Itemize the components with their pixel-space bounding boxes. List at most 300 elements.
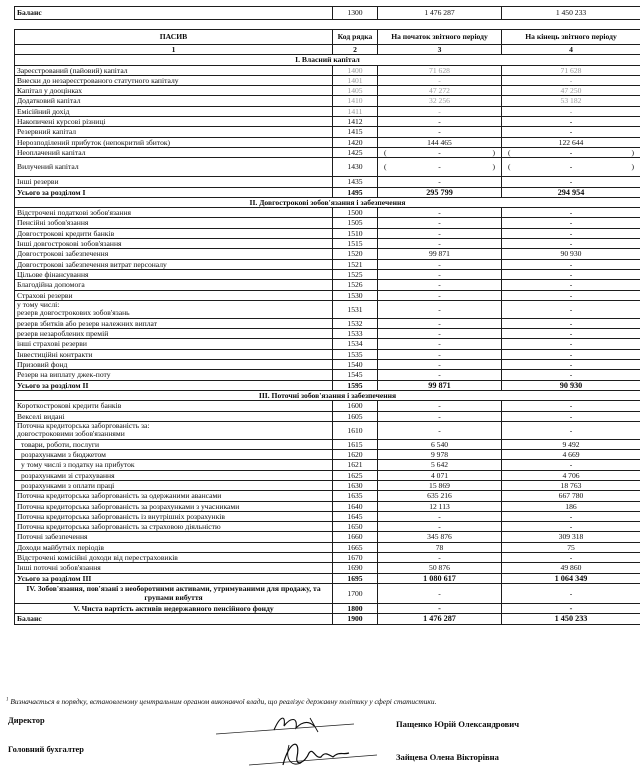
header-row xyxy=(15,30,640,45)
row-1515 xyxy=(15,239,640,249)
row-name xyxy=(15,614,333,624)
row-1665 xyxy=(15,542,640,552)
row-1620 xyxy=(15,450,640,460)
footnote xyxy=(6,697,436,706)
value-start: - xyxy=(378,349,502,359)
row-code: 1515 xyxy=(333,239,378,249)
row-name xyxy=(15,542,333,552)
row-code: 1505 xyxy=(333,218,378,228)
row-label: Поточна кредиторська заборгованість за страховою діяльністю xyxy=(17,522,221,532)
header-start: На початок звітного періоду xyxy=(378,30,502,45)
section-heading: IV. Зобов'язання, пов'язані з необоротними активами, утримуваними для продажу, та групами вибуття xyxy=(26,584,321,603)
row-1695 xyxy=(15,573,640,583)
row-label: Довгострокові забезпечення витрат персоналу xyxy=(17,259,167,269)
row-label: Поточні забезпечення xyxy=(17,532,88,542)
row-label: Короткострокові кредити банків xyxy=(17,401,122,411)
row-code: 1430 xyxy=(333,158,378,177)
value-end: - xyxy=(502,239,640,249)
value-end: - xyxy=(502,269,640,279)
value-end: 1 064 349 xyxy=(502,573,640,583)
row-1400 xyxy=(15,65,640,75)
value-end: 1 450 233 xyxy=(502,7,640,20)
row-code: 1531 xyxy=(333,300,378,318)
column-number: 2 xyxy=(333,45,378,55)
row-label: Резерв на виплату джек-поту xyxy=(17,370,111,380)
row-name xyxy=(15,218,333,228)
value-end: - xyxy=(502,360,640,370)
row-1525 xyxy=(15,269,640,279)
value-start: 144 465 xyxy=(378,137,502,147)
row-code: 1495 xyxy=(333,187,378,197)
value-end: - xyxy=(502,370,640,380)
row-1415 xyxy=(15,127,640,137)
row-name xyxy=(15,239,333,249)
row-code: 1510 xyxy=(333,228,378,238)
row-1411 xyxy=(15,106,640,116)
row-label: розрахунками з оплати праці xyxy=(21,480,115,490)
value-start: - xyxy=(378,339,502,349)
row-1600 xyxy=(15,401,640,411)
row-label: Призовий фонд xyxy=(17,360,68,370)
value-end: - xyxy=(502,218,640,228)
row-label: Внески до незареєстрованого статутного капіталу xyxy=(17,75,179,85)
row-label: Поточна кредиторська заборгованість за одержаними авансами xyxy=(17,491,222,501)
value-start: 345 876 xyxy=(378,532,502,542)
row-code: 1800 xyxy=(333,603,378,613)
director-label: Директор xyxy=(8,716,45,725)
row-name xyxy=(15,439,333,449)
value-start: 4 071 xyxy=(378,470,502,480)
row-1540 xyxy=(15,360,640,370)
row-code: 1410 xyxy=(333,96,378,106)
row-label: розрахунками зі страхування xyxy=(21,470,115,480)
row-label: Довгострокові кредити банків xyxy=(17,228,115,238)
value-end: - xyxy=(502,553,640,563)
director-name: Пащенко Юрій Олександрович xyxy=(396,719,520,729)
row-name xyxy=(15,401,333,411)
value-start: - xyxy=(378,401,502,411)
row-label: Додатковий капітал xyxy=(17,96,81,106)
header-name: ПАСИВ xyxy=(15,30,333,45)
value-end: 1 450 233 xyxy=(502,614,640,624)
row-name xyxy=(15,259,333,269)
paren-value: - xyxy=(569,147,573,157)
value-end: - xyxy=(502,177,640,187)
row-code: 1532 xyxy=(333,318,378,328)
value-end: 53 182 xyxy=(502,96,640,106)
liabilities-table xyxy=(14,29,640,625)
value-end: - xyxy=(502,290,640,300)
row-name xyxy=(15,522,333,532)
value-start: 635 216 xyxy=(378,491,502,501)
value-end: - xyxy=(502,603,640,613)
row-label: Векселі видані xyxy=(17,411,65,421)
header-end: На кінець звітного періоду xyxy=(502,30,640,45)
row-code: 1525 xyxy=(333,269,378,279)
value-end: 294 954 xyxy=(502,187,640,197)
row-1530 xyxy=(15,290,640,300)
value-end: - xyxy=(502,522,640,532)
row-label: Зареєстрований (пайовий) капітал xyxy=(17,65,128,75)
row-name xyxy=(15,318,333,328)
value-end: - xyxy=(502,75,640,85)
row-name xyxy=(15,249,333,259)
row-code: 1420 xyxy=(333,137,378,147)
paren-close: ) xyxy=(492,147,495,157)
row-name xyxy=(15,137,333,147)
value-start: - xyxy=(378,370,502,380)
value-start: - xyxy=(378,603,502,613)
value-end: 667 780 xyxy=(502,491,640,501)
row-name xyxy=(15,65,333,75)
paren-value: - xyxy=(569,161,573,171)
row-name: Баланс xyxy=(15,7,333,20)
row-code: 1415 xyxy=(333,127,378,137)
value-start: - xyxy=(378,208,502,218)
row-1435 xyxy=(15,177,640,187)
value-end: - xyxy=(502,583,640,603)
balance-total-row-1300 xyxy=(15,7,640,20)
row-label: інші страхові резерви xyxy=(17,339,87,349)
row-code: 1660 xyxy=(333,532,378,542)
value-end: - xyxy=(502,300,640,318)
row-code: 1435 xyxy=(333,177,378,187)
value-start: 9 978 xyxy=(378,450,502,460)
row-1630 xyxy=(15,480,640,490)
row-code: 1610 xyxy=(333,421,378,439)
row-label: Усього за розділом І xyxy=(17,187,86,197)
row-label: у тому числі: xyxy=(17,300,60,309)
paren-open: ( xyxy=(508,147,511,157)
row-1534 xyxy=(15,339,640,349)
row-code: 1625 xyxy=(333,470,378,480)
row-label: Відстрочені податкові зобов'язання xyxy=(17,208,132,218)
value-start: 32 256 xyxy=(378,96,502,106)
row-label: резерв незароблених премій xyxy=(17,329,109,339)
value-start: 71 628 xyxy=(378,65,502,75)
value-start: - xyxy=(378,522,502,532)
row-name xyxy=(15,158,333,177)
row-name xyxy=(15,300,333,318)
row-1520 xyxy=(15,249,640,259)
value-start: - xyxy=(378,106,502,116)
row-name xyxy=(15,147,333,157)
row-name xyxy=(15,127,333,137)
value-start: - xyxy=(378,318,502,328)
row-code: 1900 xyxy=(333,614,378,624)
row-code: 1300 xyxy=(333,7,378,20)
row-code: 1700 xyxy=(333,583,378,603)
value-end: - xyxy=(502,117,640,127)
row-1610 xyxy=(15,421,640,439)
value-end: - xyxy=(502,280,640,290)
paren-open: ( xyxy=(384,161,387,171)
value-start: - xyxy=(378,127,502,137)
row-name xyxy=(15,96,333,106)
row-name xyxy=(15,380,333,390)
paren-open: ( xyxy=(508,161,511,171)
value-end: - xyxy=(502,339,640,349)
row-label: Поточна кредиторська заборгованість за розрахунками з учасниками xyxy=(17,501,240,511)
row-1700 xyxy=(15,583,640,603)
row-name xyxy=(15,106,333,116)
row-code: 1401 xyxy=(333,75,378,85)
value-start xyxy=(378,147,502,157)
value-end: - xyxy=(502,259,640,269)
value-end: - xyxy=(502,127,640,137)
row-label: Поточна кредиторська заборгованість за: xyxy=(17,421,150,430)
row-name xyxy=(15,480,333,490)
value-start: 5 642 xyxy=(378,460,502,470)
row-label: резерв збитків або резерв належних виплат xyxy=(17,318,158,328)
row-label: Емісійний дохід xyxy=(17,106,70,116)
row-name xyxy=(15,460,333,470)
row-1401 xyxy=(15,75,640,85)
column-number-row xyxy=(15,45,640,55)
row-1640 xyxy=(15,501,640,511)
value-start: 47 272 xyxy=(378,86,502,96)
row-1650 xyxy=(15,522,640,532)
value-end: 47 250 xyxy=(502,86,640,96)
row-name xyxy=(15,339,333,349)
row-1660 xyxy=(15,532,640,542)
row-label: Інші довгострокові зобов'язання xyxy=(17,239,122,249)
value-start: - xyxy=(378,583,502,603)
value-start: - xyxy=(378,75,502,85)
value-end: - xyxy=(502,228,640,238)
value-end xyxy=(502,147,640,157)
row-1800 xyxy=(15,603,640,613)
row-code: 1533 xyxy=(333,329,378,339)
row-code: 1650 xyxy=(333,522,378,532)
value-start: 6 540 xyxy=(378,439,502,449)
row-label: Інвестиційні контракти xyxy=(17,349,93,359)
accountant-signature xyxy=(245,733,385,771)
section-heading-row xyxy=(15,197,640,207)
row-code: 1615 xyxy=(333,439,378,449)
row-label: Пенсійні зобов'язання xyxy=(17,218,89,228)
row-name xyxy=(15,329,333,339)
row-name xyxy=(15,491,333,501)
row-code: 1640 xyxy=(333,501,378,511)
row-label: Цільове фінансування xyxy=(17,269,89,279)
paren-close: ) xyxy=(631,147,634,157)
row-code: 1630 xyxy=(333,480,378,490)
row-label: Довгострокові забезпечення xyxy=(17,249,109,259)
row-1535 xyxy=(15,349,640,359)
row-1621 xyxy=(15,460,640,470)
row-code: 1540 xyxy=(333,360,378,370)
row-label: Нерозподілений прибуток (непокритий збиток) xyxy=(17,137,171,147)
row-1405 xyxy=(15,86,640,96)
row-name xyxy=(15,553,333,563)
value-start: - xyxy=(378,117,502,127)
row-label: Неоплачений капітал xyxy=(17,147,86,157)
row-label: Баланс xyxy=(17,614,42,624)
row-label: Вилучений капітал xyxy=(17,161,79,171)
row-1410 xyxy=(15,96,640,106)
value-start: - xyxy=(378,259,502,269)
row-code: 1520 xyxy=(333,249,378,259)
row-code: 1535 xyxy=(333,349,378,359)
row-label: Інші поточні зобов'язання xyxy=(17,563,101,573)
value-end: 75 xyxy=(502,542,640,552)
row-1595 xyxy=(15,380,640,390)
section-heading: ІІІ. Поточні зобов'язання і забезпечення xyxy=(15,390,640,400)
value-start: - xyxy=(378,553,502,563)
row-label-line2: довгостроковими зобов'язаннями xyxy=(17,429,125,439)
column-number: 3 xyxy=(378,45,502,55)
paren-open: ( xyxy=(384,147,387,157)
row-label: Усього за розділом ІІІ xyxy=(17,573,92,583)
value-end: 49 860 xyxy=(502,563,640,573)
row-label: Усього за розділом ІІ xyxy=(17,380,89,390)
value-end: - xyxy=(502,208,640,218)
value-start: - xyxy=(378,421,502,439)
value-start: - xyxy=(378,290,502,300)
row-name xyxy=(15,360,333,370)
row-name xyxy=(15,228,333,238)
row-label: Доходи майбутніх періодів xyxy=(17,542,104,552)
value-start: - xyxy=(378,280,502,290)
header-code: Код рядка xyxy=(333,30,378,45)
row-1425 xyxy=(15,147,640,157)
row-label: у тому числі з податку на прибуток xyxy=(21,460,135,470)
value-end: 90 930 xyxy=(502,249,640,259)
row-name xyxy=(15,75,333,85)
value-start: 78 xyxy=(378,542,502,552)
row-code: 1695 xyxy=(333,573,378,583)
row-name xyxy=(15,280,333,290)
value-start: 1 476 287 xyxy=(378,7,502,20)
row-code: 1411 xyxy=(333,106,378,116)
row-name xyxy=(15,573,333,583)
row-code: 1645 xyxy=(333,511,378,521)
row-label: Інші резерви xyxy=(17,177,59,187)
row-1545 xyxy=(15,370,640,380)
row-label: Накопичені курсові різниці xyxy=(17,117,106,127)
footnote-mark: 1 xyxy=(6,697,9,703)
row-code: 1545 xyxy=(333,370,378,380)
row-name xyxy=(15,511,333,521)
value-end: 186 xyxy=(502,501,640,511)
row-code: 1690 xyxy=(333,563,378,573)
value-start: 1 080 617 xyxy=(378,573,502,583)
row-name xyxy=(15,501,333,511)
value-end: 90 930 xyxy=(502,380,640,390)
value-end xyxy=(502,158,640,177)
value-start: - xyxy=(378,239,502,249)
section-heading: V. Чиста вартість активів недержавного пенсійного фонду xyxy=(73,603,274,613)
row-name xyxy=(15,603,333,613)
value-end: 4 669 xyxy=(502,450,640,460)
balance-summary-row-table xyxy=(14,6,640,20)
row-1635 xyxy=(15,491,640,501)
value-end: 18 763 xyxy=(502,480,640,490)
value-start: - xyxy=(378,218,502,228)
row-1625 xyxy=(15,470,640,480)
row-code: 1621 xyxy=(333,460,378,470)
value-end: - xyxy=(502,421,640,439)
row-code: 1635 xyxy=(333,491,378,501)
row-1412 xyxy=(15,117,640,127)
row-name xyxy=(15,269,333,279)
value-start: - xyxy=(378,329,502,339)
column-number: 4 xyxy=(502,45,640,55)
paren-close: ) xyxy=(492,161,495,171)
section-heading: ІІ. Довгострокові зобов'язання і забезпечення xyxy=(15,197,640,207)
row-name xyxy=(15,177,333,187)
row-code: 1595 xyxy=(333,380,378,390)
row-code: 1530 xyxy=(333,290,378,300)
row-code: 1412 xyxy=(333,117,378,127)
row-name xyxy=(15,187,333,197)
row-name xyxy=(15,411,333,421)
row-1670 xyxy=(15,553,640,563)
value-start: - xyxy=(378,360,502,370)
value-end: - xyxy=(502,511,640,521)
value-end: - xyxy=(502,460,640,470)
row-label: Капітал у дооцінках xyxy=(17,86,83,96)
column-number: 1 xyxy=(15,45,333,55)
value-end: - xyxy=(502,349,640,359)
row-code: 1526 xyxy=(333,280,378,290)
row-label: Благодійна допомога xyxy=(17,280,85,290)
row-1521 xyxy=(15,259,640,269)
row-1505 xyxy=(15,218,640,228)
row-name xyxy=(15,563,333,573)
row-name xyxy=(15,450,333,460)
row-label: Поточна кредиторська заборгованість із внутрішніх розрахунків xyxy=(17,511,225,521)
row-code: 1400 xyxy=(333,65,378,75)
row-code: 1534 xyxy=(333,339,378,349)
row-code: 1500 xyxy=(333,208,378,218)
row-code: 1600 xyxy=(333,401,378,411)
row-code: 1425 xyxy=(333,147,378,157)
row-1510 xyxy=(15,228,640,238)
value-end: 9 492 xyxy=(502,439,640,449)
row-1526 xyxy=(15,280,640,290)
row-1500 xyxy=(15,208,640,218)
value-end: - xyxy=(502,106,640,116)
row-code: 1405 xyxy=(333,86,378,96)
value-end: 122 644 xyxy=(502,137,640,147)
row-name xyxy=(15,208,333,218)
value-end: 309 318 xyxy=(502,532,640,542)
row-1690 xyxy=(15,563,640,573)
row-name xyxy=(15,532,333,542)
value-end: - xyxy=(502,411,640,421)
value-start xyxy=(378,158,502,177)
footnote-text: Визначається в порядку, встановленому центральним органом виконавчої влади, що реалізує державну політику у сфері статистики. xyxy=(10,697,437,706)
row-1420 xyxy=(15,137,640,147)
value-start: 50 876 xyxy=(378,563,502,573)
value-end: - xyxy=(502,318,640,328)
row-name xyxy=(15,370,333,380)
row-1645 xyxy=(15,511,640,521)
row-name xyxy=(15,583,333,603)
value-start: 295 799 xyxy=(378,187,502,197)
accountant-label: Головний бухгалтер xyxy=(8,745,84,754)
row-1900 xyxy=(15,614,640,624)
row-1430 xyxy=(15,158,640,177)
paren-value: - xyxy=(438,147,441,157)
value-end: - xyxy=(502,329,640,339)
section-heading: І. Власний капітал xyxy=(15,55,640,65)
value-start: 99 871 xyxy=(378,249,502,259)
value-start: 15 869 xyxy=(378,480,502,490)
row-label: розрахунками з бюджетом xyxy=(21,450,106,460)
